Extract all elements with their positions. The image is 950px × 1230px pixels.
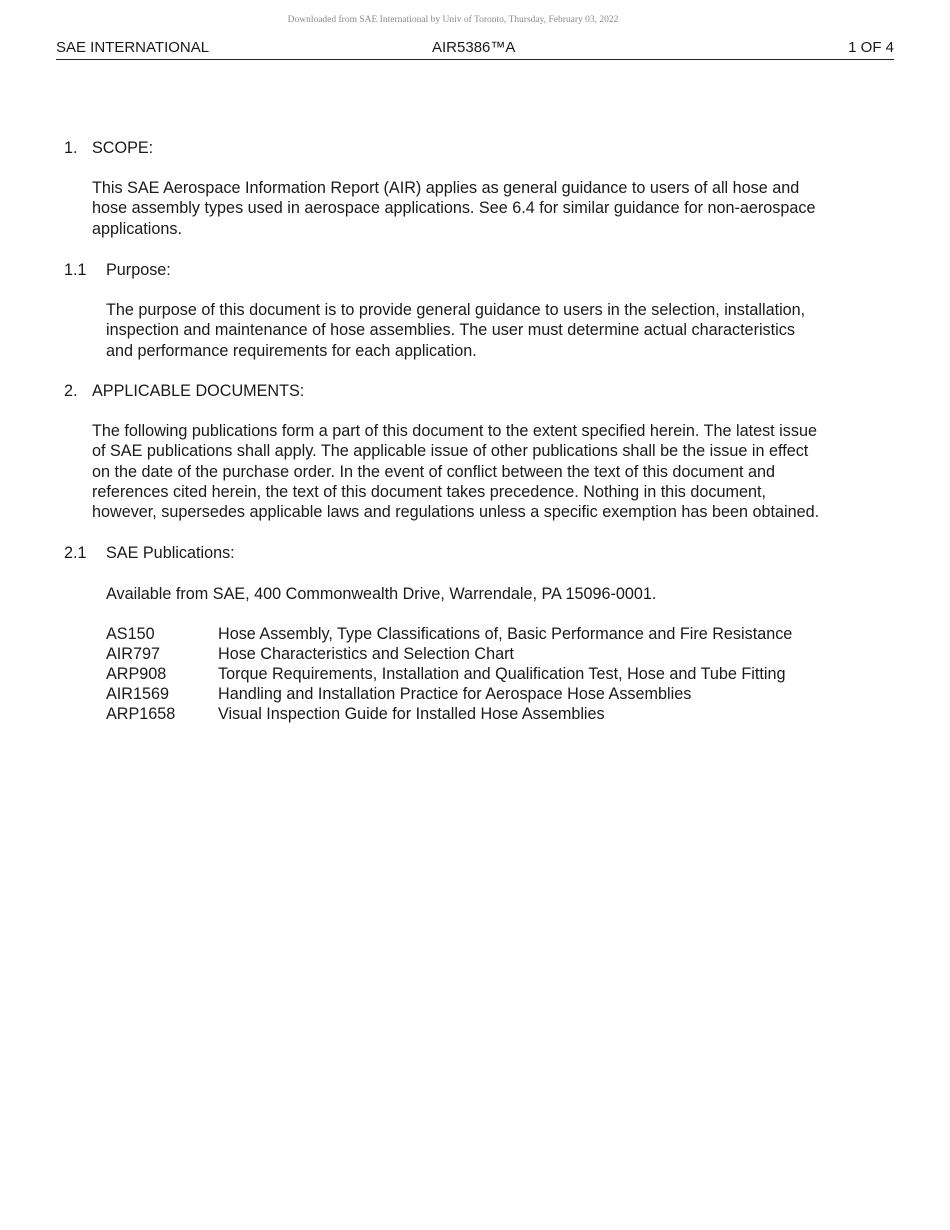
section-title: SCOPE: bbox=[92, 139, 154, 157]
reference-title: Hose Characteristics and Selection Chart bbox=[218, 645, 515, 663]
scope-paragraph bbox=[92, 178, 872, 239]
section-title: Purpose: bbox=[106, 261, 171, 279]
section-number: 2. bbox=[64, 382, 78, 400]
text-line: on the date of the purchase order. In the event of conflict between the text of this document and bbox=[92, 462, 776, 481]
text-line: applications. bbox=[92, 219, 182, 238]
text-line: of SAE publications shall apply. The applicable issue of other publications shall be the issue in effect bbox=[92, 442, 809, 461]
text-line: The purpose of this document is to provide general guidance to users in the selection, installation, bbox=[106, 301, 806, 319]
applicable-documents-paragraph bbox=[92, 421, 892, 522]
reference-title: Hose Assembly, Type Classifications of, Basic Performance and Fire Resistance bbox=[218, 625, 793, 643]
reference-code: AS150 bbox=[106, 625, 155, 643]
text-line: The following publications form a part of this document to the extent specified herein. The latest issue bbox=[92, 422, 817, 440]
reference-title: Handling and Installation Practice for Aerospace Hose Assemblies bbox=[218, 685, 692, 703]
reference-code: ARP908 bbox=[106, 665, 167, 683]
reference-title: Visual Inspection Guide for Installed Hose Assemblies bbox=[218, 705, 605, 723]
section-number: 1. bbox=[64, 139, 78, 157]
sae-availability: Available from SAE, 400 Commonwealth Drive, Warrendale, PA 15096-0001. bbox=[106, 585, 657, 603]
section-title: APPLICABLE DOCUMENTS: bbox=[92, 382, 305, 400]
text-line: references cited herein, the text of this document takes precedence. Nothing in this document, bbox=[92, 482, 766, 501]
publisher-name: SAE INTERNATIONAL bbox=[56, 39, 210, 56]
text-line: This SAE Aerospace Information Report (AIR) applies as general guidance to users of all hose and bbox=[92, 179, 800, 197]
purpose-paragraph bbox=[106, 300, 886, 361]
reference-code: ARP1658 bbox=[106, 705, 176, 723]
text-line: hose assembly types used in aerospace applications. See 6.4 for similar guidance for non-aerospace bbox=[92, 199, 816, 218]
page-indicator: 1 OF 4 bbox=[848, 39, 894, 56]
reference-code: AIR1569 bbox=[106, 685, 169, 703]
section-number: 2.1 bbox=[64, 544, 87, 562]
page-header bbox=[56, 38, 894, 60]
text-line: however, supersedes applicable laws and regulations unless a specific exemption has been obtained. bbox=[92, 503, 820, 522]
reference-title: Torque Requirements, Installation and Qualification Test, Hose and Tube Fitting bbox=[218, 665, 786, 683]
reference-code: AIR797 bbox=[106, 645, 160, 663]
text-line: and performance requirements for each application. bbox=[106, 341, 477, 360]
section-title: SAE Publications: bbox=[106, 544, 235, 562]
text-line: inspection and maintenance of hose assemblies. The user must determine actual characteristics bbox=[106, 321, 795, 340]
download-watermark: Downloaded from SAE International by Univ of Toronto, Thursday, February 03, 2022 bbox=[287, 15, 619, 25]
section-number: 1.1 bbox=[64, 261, 87, 279]
document-number: AIR5386™A bbox=[432, 39, 516, 56]
